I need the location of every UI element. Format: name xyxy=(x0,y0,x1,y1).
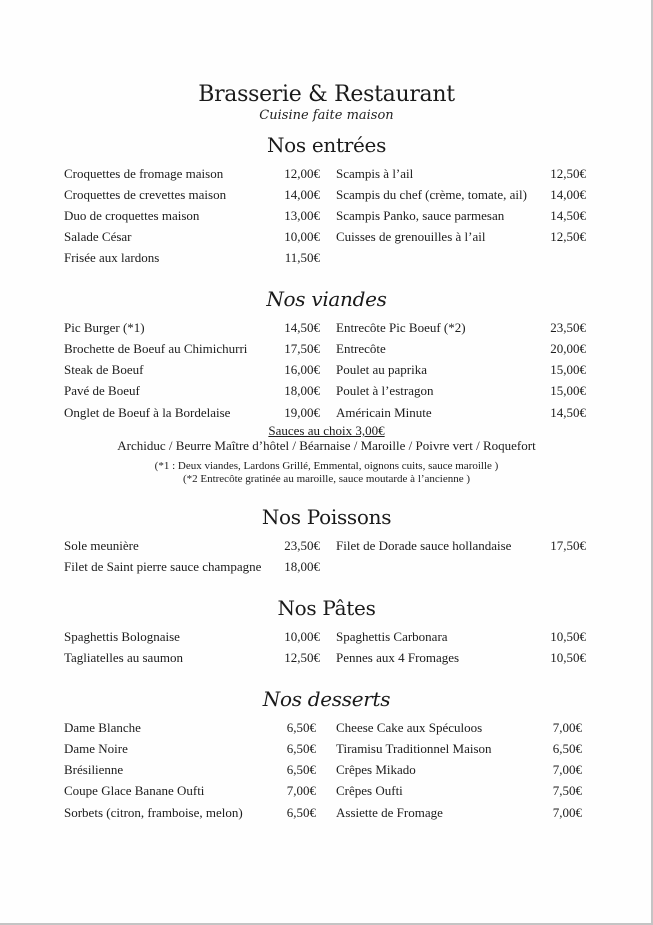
item-price: 20,00€ xyxy=(550,341,586,356)
item-name: Filet de Dorade sauce hollandaise xyxy=(336,538,512,553)
item-price: 7,00€ xyxy=(552,720,582,735)
item-price: 14,50€ xyxy=(550,208,586,223)
item-name: Pavé de Boeuf xyxy=(64,383,140,398)
restaurant-subtitle: Cuisine faite maison xyxy=(259,108,394,123)
item-name: Scampis du chef (crème, tomate, ail) xyxy=(336,187,527,202)
item-name: Entrecôte Pic Boeuf (*2) xyxy=(336,320,466,335)
item-price: 10,00€ xyxy=(284,629,320,644)
item-name: Croquettes de fromage maison xyxy=(64,166,224,181)
item-name: Frisée aux lardons xyxy=(64,250,160,265)
item-name: Spaghettis Carbonara xyxy=(336,629,448,644)
item-name: Sorbets (citron, framboise, melon) xyxy=(64,805,243,820)
item-price: 7,50€ xyxy=(552,783,582,798)
item-name: Crêpes Oufti xyxy=(336,783,403,798)
item-price: 15,00€ xyxy=(550,362,586,377)
item-name: Poulet au paprika xyxy=(336,362,427,377)
item-name: Steak de Boeuf xyxy=(64,362,144,377)
item-name: Brésilienne xyxy=(64,762,124,777)
item-price: 12,50€ xyxy=(550,229,586,244)
item-name: Scampis Panko, sauce parmesan xyxy=(336,208,505,223)
item-name: Scampis à l’ail xyxy=(336,166,414,181)
item-price: 19,00€ xyxy=(284,405,320,420)
item-price: 23,50€ xyxy=(284,538,320,553)
item-price: 6,50€ xyxy=(552,741,582,756)
item-price: 7,00€ xyxy=(552,762,582,777)
item-name: Sole meunière xyxy=(64,538,139,553)
section-title-entrees: Nos entrées xyxy=(266,133,387,157)
item-price: 10,50€ xyxy=(550,629,586,644)
item-price: 14,00€ xyxy=(550,187,586,202)
item-name: Tiramisu Traditionnel Maison xyxy=(336,741,492,756)
item-price: 16,00€ xyxy=(284,362,320,377)
item-name: Filet de Saint pierre sauce champagne xyxy=(64,559,262,574)
item-name: Spaghettis Bolognaise xyxy=(64,629,180,644)
item-price: 7,00€ xyxy=(552,805,582,820)
item-name: Brochette de Boeuf au Chimichurri xyxy=(64,341,248,356)
item-name: Poulet à l’estragon xyxy=(336,383,434,398)
item-name: Assiette de Fromage xyxy=(336,805,443,820)
section-title-viandes: Nos viandes xyxy=(266,287,387,311)
item-name: Onglet de Boeuf à la Bordelaise xyxy=(64,405,231,420)
item-price: 6,50€ xyxy=(286,741,316,756)
item-price: 12,50€ xyxy=(550,166,586,181)
sauces-title: Sauces au choix 3,00€ xyxy=(268,423,385,438)
item-price: 15,00€ xyxy=(550,383,586,398)
item-price: 17,50€ xyxy=(550,538,586,553)
item-price: 18,00€ xyxy=(284,383,320,398)
item-price: 6,50€ xyxy=(286,805,316,820)
section-title-poissons: Nos Poissons xyxy=(261,505,392,529)
item-name: Entrecôte xyxy=(336,341,386,356)
section-title-desserts: Nos desserts xyxy=(262,687,391,711)
item-name: Salade César xyxy=(64,229,132,244)
item-price: 10,00€ xyxy=(284,229,320,244)
item-price: 12,50€ xyxy=(284,650,320,665)
item-price: 13,00€ xyxy=(284,208,320,223)
sauces-title-line xyxy=(0,423,653,439)
item-price: 10,50€ xyxy=(550,650,586,665)
item-price: 6,50€ xyxy=(286,720,316,735)
restaurant-title: Brasserie & Restaurant xyxy=(198,82,455,107)
item-name: Américain Minute xyxy=(336,405,432,420)
item-price: 18,00€ xyxy=(284,559,320,574)
item-name: Pennes aux 4 Fromages xyxy=(336,650,460,665)
item-price: 12,00€ xyxy=(284,166,320,181)
item-name: Duo de croquettes maison xyxy=(64,208,200,223)
sauces-list: Archiduc / Beurre Maître d’hôtel / Béarnaise / Maroille / Poivre vert / Roquefort xyxy=(117,438,536,453)
footnote-1: (*1 : Deux viandes, Lardons Grillé, Emmental, oignons cuits, sauce maroille ) xyxy=(154,460,499,472)
item-name: Cuisses de grenouilles à l’ail xyxy=(336,229,486,244)
item-name: Pic Burger (*1) xyxy=(64,320,145,335)
item-price: 17,50€ xyxy=(284,341,320,356)
footnote-2: (*2 Entrecôte gratinée au maroille, sauce moutarde à l’ancienne ) xyxy=(182,473,471,485)
item-name: Crêpes Mikado xyxy=(336,762,416,777)
item-name: Croquettes de crevettes maison xyxy=(64,187,227,202)
item-name: Dame Noire xyxy=(64,741,128,756)
item-name: Dame Blanche xyxy=(64,720,141,735)
item-price: 7,00€ xyxy=(286,783,316,798)
item-name: Tagliatelles au saumon xyxy=(64,650,183,665)
item-price: 23,50€ xyxy=(550,320,586,335)
item-name: Coupe Glace Banane Oufti xyxy=(64,783,205,798)
item-name: Cheese Cake aux Spéculoos xyxy=(336,720,483,735)
item-price: 11,50€ xyxy=(284,250,320,265)
item-price: 14,50€ xyxy=(550,405,586,420)
item-price: 6,50€ xyxy=(286,762,316,777)
section-title-pates: Nos Pâtes xyxy=(277,596,376,620)
item-price: 14,00€ xyxy=(284,187,320,202)
item-price: 14,50€ xyxy=(284,320,320,335)
